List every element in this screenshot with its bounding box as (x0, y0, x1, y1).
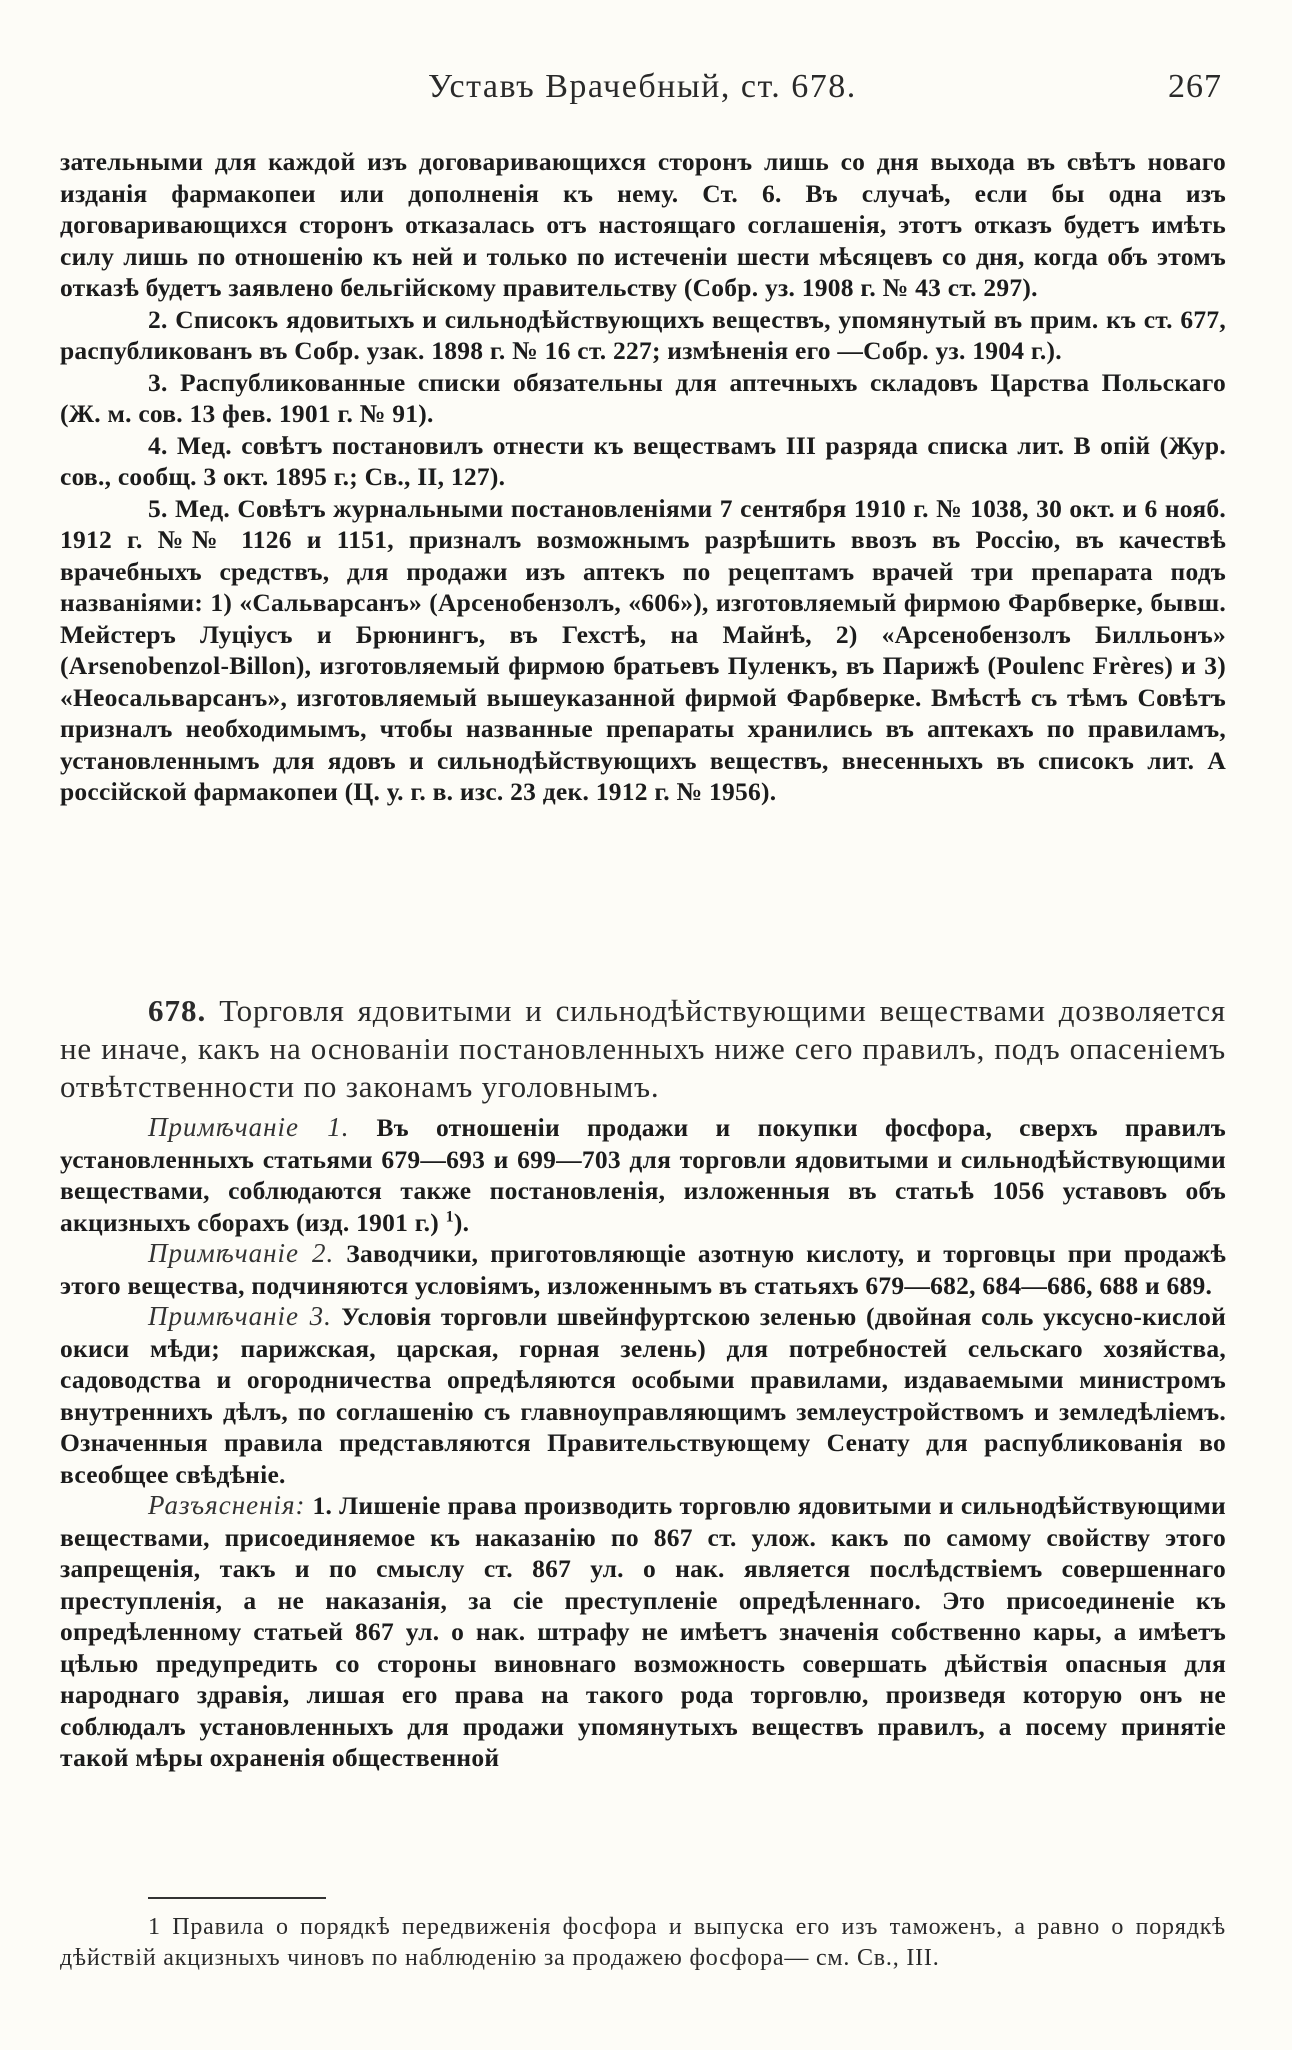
article-678 (60, 992, 1226, 1106)
running-title: Уставъ Врачебный, ст. 678. (428, 68, 857, 105)
footnote-marker: 1 (148, 1914, 161, 1940)
footnote-reference: 1 (445, 1208, 454, 1225)
note-2: 2. Списокъ ядовитыхъ и сильнодѣйствующихъ веществъ, упомянутый въ прим. къ ст. 677, распубликованъ въ Собр. узак. 1898 г. № 16 ст. 227; измѣненія его —Собр. уз. 1904 г.). (60, 304, 1226, 365)
note-3: 3. Распубликованные списки обязательны для аптечныхъ складовъ Царства Польскаго (Ж. м. сов. 13 фев. 1901 г. № 91). (60, 367, 1226, 428)
remark-1-tail: ). (453, 1207, 470, 1237)
remark-2-text: Заводчики, приготовляющіе азотную кислоту, и торговцы при продажѣ этого вещества, подчиняются условіямъ, изложеннымъ въ статьяхъ 679—682, 684—686, 688 и 689. (60, 1239, 1227, 1300)
notes-block (60, 146, 1226, 808)
article-number: 678. (148, 993, 207, 1028)
remark-3-label: Примѣчаніе 3. (148, 1301, 332, 1331)
remark-1 (60, 1112, 1226, 1238)
remark-1-text: Въ отношеніи продажи и покупки фосфора, сверхъ правилъ установленныхъ статьями 679—693 и 699—703 для торговли ядовитыми и сильнодѣйствующими веществами, соблюдаются также постановленія, изложенныя въ статьѣ 1056 уставовъ объ акцизныхъ сборахъ (изд. 1901 г.) (60, 1113, 1226, 1237)
remark-2 (60, 1238, 1226, 1301)
footnote-text: Правила о порядкѣ передвиженія фосфора и выпуска его изъ таможенъ, а равно о порядкѣ дѣйствій акцизныхъ чиновъ по наблюденію за продажею фосфора— см. Св., III. (60, 1914, 1226, 1971)
page-number: 267 (1168, 68, 1222, 105)
remark-3-text: Условія торговли швейнфуртскою зеленью (двойная соль уксусно-кислой окиси мѣди; парижская, царская, горная зелень) для потребностей сельскаго хозяйства, садоводства и огородничества опредѣляются особыми правилами, издаваемыми министромъ внутреннихъ дѣлъ, по соглашенію съ главноуправляющимъ землеустройствомъ и земледѣліемъ. Означенныя правила представляются Правительствующему Сенату для распубликованія во всеобщее свѣдѣніе. (60, 1302, 1227, 1489)
footnote-separator (148, 1897, 326, 1899)
note-continuation: зательными для каждой изъ договаривающихся сторонъ лишь со дня выхода въ свѣтъ новаго изданія фармакопеи или дополненія къ нему. Ст. 6. Въ случаѣ, если бы одна изъ договаривающихся сторонъ отказалась отъ настоящаго соглашенія, этотъ отказъ будетъ имѣть силу лишь по отношенію къ ней и только по истеченіи шести мѣсяцевъ со дня, когда объ этомъ отказѣ будетъ заявлено бельгійскому правительству (Собр. уз. 1908 г. № 43 ст. 297). (60, 147, 1226, 302)
footnote (60, 1912, 1226, 1974)
article-block (60, 992, 1226, 1106)
remark-1-label: Примѣчаніе 1. (148, 1112, 350, 1142)
article-text: Торговля ядовитыми и сильнодѣйствующими веществами дозволяется не иначе, какъ на основаніи постановленныхъ ниже сего правилъ, подъ опасеніемъ отвѣтственности по законамъ уголовнымъ. (60, 993, 1226, 1104)
note-4: 4. Мед. совѣтъ постановилъ отнести къ веществамъ III разряда списка лит. В опій (Жур. сов., сообщ. 3 окт. 1895 г.; Св., II, 127). (60, 430, 1226, 491)
clarifications-text: 1. Лишеніе права производить торговлю ядовитыми и сильнодѣйствующими веществами, присоединяемое къ наказанію по 867 ст. улож. какъ по самому свойству этого запрещенія, такъ и по смыслу ст. 867 ул. о нак. является послѣдствіемъ совершеннаго преступленія, а не наказанія, за сіе преступленіе опредѣленнаго. Это присоединеніе къ опредѣленному статьей 867 ул. о нак. штрафу не имѣетъ значенія собственно кары, а имѣетъ цѣлью предупредить со стороны виновнаго возможность совершать дѣйствія опасныя для народнаго здравія, лишая его права на такого рода торговлю, произведя которую онъ не соблюдалъ установленныхъ для продажи упомянутыхъ веществъ правилъ, а посему принятіе такой мѣры охраненія общественной (60, 1491, 1226, 1772)
clarifications (60, 1490, 1226, 1774)
remarks-block (60, 1112, 1226, 1774)
running-header (60, 68, 1222, 112)
note-5: 5. Мед. Совѣтъ журнальными постановленіями 7 сентября 1910 г. № 1038, 30 окт. и 6 нояб. 1912 г. №№ 1126 и 1151, призналъ возможнымъ разрѣшить ввозъ въ Россію, въ качествѣ врачебныхъ средствъ, для продажи изъ аптекъ по рецептамъ врачей три препарата подъ названіями: 1) «Сальварсанъ» (Арсенобензолъ, «606»), изготовляемый фирмою Фарбверке, бывш. Мейстеръ Луціусъ и Брюнингъ, въ Гехстѣ, на Майнѣ, 2) «Арсенобензолъ Билльонъ» (Arsenobenzol-Billon), изготовляемый фирмою братьевъ Пуленкъ, въ Парижѣ (Poulenc Frères) и 3) «Неосальварсанъ», изготовляемый вышеуказанной фирмой Фарбверке. Вмѣстѣ съ тѣмъ Совѣтъ призналъ необходимымъ, чтобы названные препараты хранились въ аптекахъ по правиламъ, установленнымъ для ядовъ и сильнодѣйствующихъ веществъ, внесенныхъ въ списокъ лит. А россійской фармакопеи (Ц. у. г. в. изс. 23 дек. 1912 г. № 1956). (60, 493, 1226, 806)
remark-3 (60, 1301, 1226, 1490)
remark-2-label: Примѣчаніе 2. (148, 1238, 335, 1268)
clarifications-label: Разъясненія: (148, 1490, 306, 1520)
